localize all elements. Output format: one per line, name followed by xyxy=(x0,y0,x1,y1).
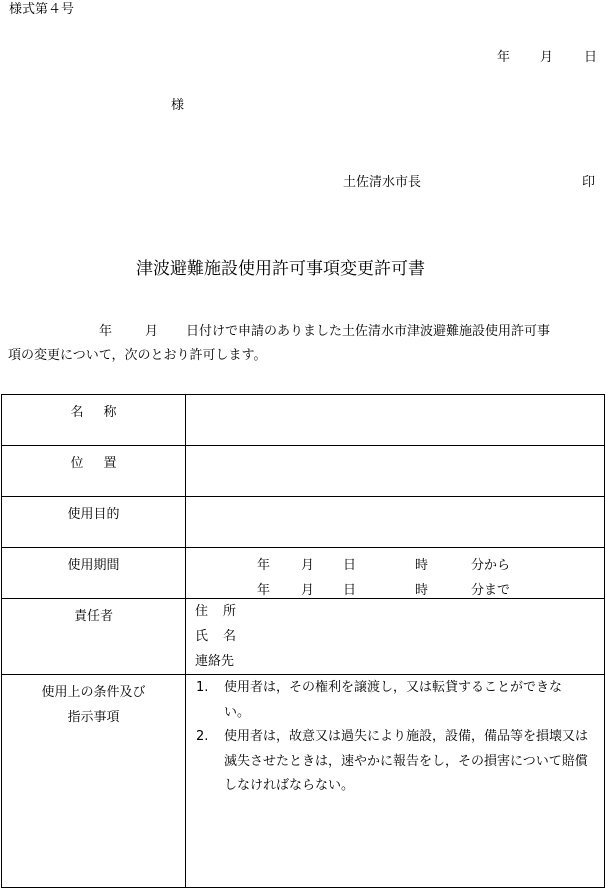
condition-item-1-text: 使用者は，その権利を譲渡し，又は転貸することができない。 xyxy=(224,680,563,720)
name-char2: 名 xyxy=(223,629,237,644)
period-to-year: 年 xyxy=(257,583,271,598)
label-conditions-line1: 使用上の条件及び xyxy=(41,685,146,700)
label-location-char2: 置 xyxy=(103,456,117,471)
responsible-address-label xyxy=(195,599,604,624)
condition-item-2-text: 使用者は，故意又は過失により施設，設備，備品等を損壊又は滅失させたときは，速やかに報告をし，その損害について賠償しなければならない。 xyxy=(224,729,589,793)
period-from-min: 分から xyxy=(471,558,511,573)
period-from-hour: 時 xyxy=(415,558,429,573)
period-to xyxy=(186,573,604,598)
label-responsible-text: 責任者 xyxy=(73,609,113,624)
period-to-min: 分まで xyxy=(471,583,511,598)
label-conditions-line2: 指示事項 xyxy=(67,710,120,725)
condition-item-1-num: 1. xyxy=(196,680,209,695)
row-location xyxy=(2,446,605,497)
responsible-name-label xyxy=(195,624,604,649)
period-to-hour: 時 xyxy=(415,583,429,598)
period-to-day: 日 xyxy=(343,583,357,598)
responsible-contact-label: 連絡先 xyxy=(195,654,235,669)
issue-date-year: 年 xyxy=(497,50,511,65)
value-responsible[interactable] xyxy=(186,599,605,675)
condition-item-2-num: 2. xyxy=(196,729,209,744)
issuer-name: 土佐清水市長 xyxy=(343,175,422,190)
period-from-month: 月 xyxy=(301,558,315,573)
document-title: 津波避難施設使用許可事項変更許可書 xyxy=(136,259,425,279)
label-name xyxy=(2,395,186,446)
period-from-year: 年 xyxy=(257,558,271,573)
value-period[interactable] xyxy=(186,548,605,599)
permit-table xyxy=(1,394,605,888)
period-from-day: 日 xyxy=(343,558,357,573)
addressee-suffix: 様 xyxy=(171,98,185,113)
body-year: 年 xyxy=(99,324,113,339)
label-conditions xyxy=(2,675,186,888)
issue-date-month: 月 xyxy=(540,50,554,65)
issue-date xyxy=(497,51,510,64)
label-period-text: 使用期間 xyxy=(67,558,120,573)
period-from xyxy=(186,548,604,573)
row-purpose xyxy=(2,497,605,548)
condition-item-1 xyxy=(186,676,600,725)
label-responsible xyxy=(2,599,186,675)
address-char2: 所 xyxy=(223,604,237,619)
form-number: 様式第４号 xyxy=(9,2,75,17)
label-name-char1: 名 xyxy=(70,405,84,420)
row-period xyxy=(2,548,605,599)
label-name-char2: 称 xyxy=(103,405,117,420)
row-responsible xyxy=(2,599,605,675)
issue-date-day: 日 xyxy=(584,50,598,65)
body-line1-rest: 日付けで申請のありました土佐清水市津波避難施設使用許可事 xyxy=(186,324,551,339)
row-name xyxy=(2,395,605,446)
seal-mark: 印 xyxy=(582,175,596,190)
value-location[interactable] xyxy=(186,446,605,497)
body-month: 月 xyxy=(145,324,159,339)
value-name[interactable] xyxy=(186,395,605,446)
condition-item-2 xyxy=(186,725,600,799)
label-purpose-text: 使用目的 xyxy=(67,507,120,522)
body-line2: 項の変更について，次のとおり許可します。 xyxy=(8,348,267,363)
label-location xyxy=(2,446,186,497)
label-location-char1: 位 xyxy=(70,456,84,471)
value-purpose[interactable] xyxy=(186,497,605,548)
label-purpose xyxy=(2,497,186,548)
address-char1: 住 xyxy=(195,604,209,619)
row-conditions xyxy=(2,675,605,888)
label-period xyxy=(2,548,186,599)
value-conditions xyxy=(186,675,605,888)
name-char1: 氏 xyxy=(195,629,209,644)
period-to-month: 月 xyxy=(301,583,315,598)
